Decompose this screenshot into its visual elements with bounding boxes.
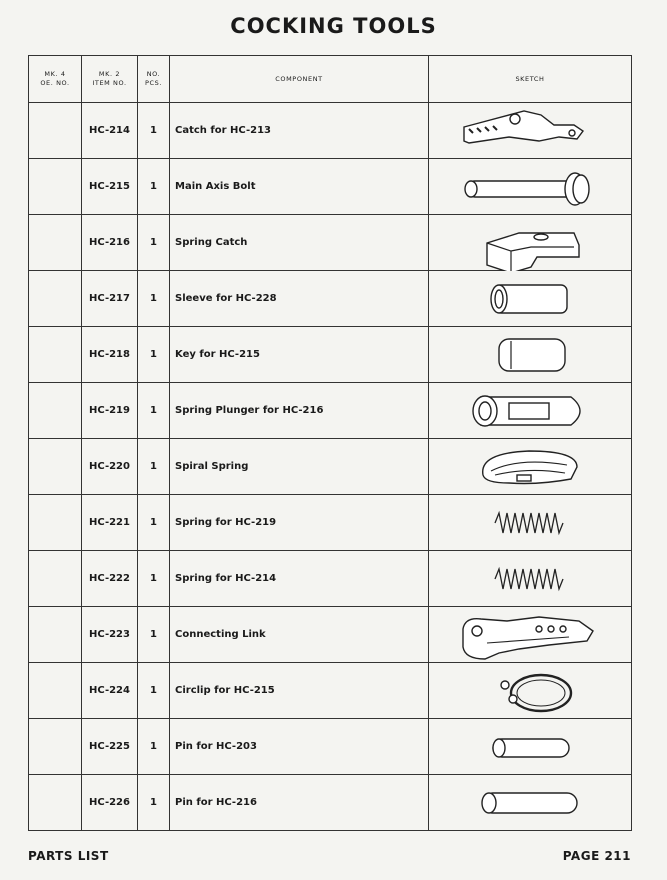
component-cell: Spring Plunger for HC-216 <box>170 383 429 439</box>
component-cell: Sleeve for HC-228 <box>170 271 429 327</box>
item-no-cell: HC-225 <box>82 719 138 775</box>
key-sketch-icon <box>429 327 632 383</box>
sketch-cell <box>429 439 632 495</box>
item-no-cell: HC-226 <box>82 775 138 831</box>
oe-no-cell <box>29 663 82 719</box>
pcs-cell: 1 <box>138 159 170 215</box>
item-no-cell: HC-219 <box>82 383 138 439</box>
component-cell: Catch for HC-213 <box>170 103 429 159</box>
sketch-cell <box>429 103 632 159</box>
pin-long-sketch-icon <box>429 775 632 831</box>
footer-parts-list: PARTS LIST <box>28 849 109 863</box>
table-row <box>29 439 632 495</box>
sketch-cell <box>429 607 632 663</box>
oe-no-cell <box>29 215 82 271</box>
link-sketch-icon <box>429 607 632 663</box>
sketch-cell <box>429 327 632 383</box>
sketch-cell <box>429 215 632 271</box>
table-row <box>29 551 632 607</box>
page-title: COCKING TOOLS <box>230 14 437 38</box>
sketch-cell <box>429 775 632 831</box>
item-no-cell: HC-218 <box>82 327 138 383</box>
sketch-cell <box>429 159 632 215</box>
sketch-cell <box>429 271 632 327</box>
component-cell: Spiral Spring <box>170 439 429 495</box>
sketch-cell <box>429 719 632 775</box>
table-row <box>29 327 632 383</box>
spiral-spring-sketch-icon <box>429 439 632 495</box>
sleeve-sketch-icon <box>429 271 632 327</box>
plunger-sketch-icon <box>429 383 632 439</box>
component-cell: Connecting Link <box>170 607 429 663</box>
spring-catch-sketch-icon <box>429 215 632 271</box>
oe-no-cell <box>29 271 82 327</box>
table-row <box>29 215 632 271</box>
pcs-cell: 1 <box>138 383 170 439</box>
table-row <box>29 271 632 327</box>
pcs-cell: 1 <box>138 103 170 159</box>
sketch-cell <box>429 495 632 551</box>
item-no-cell: HC-216 <box>82 215 138 271</box>
table-row <box>29 103 632 159</box>
header-pcs: NO. PCS. <box>138 56 170 103</box>
circlip-sketch-icon <box>429 663 632 719</box>
item-no-cell: HC-224 <box>82 663 138 719</box>
item-no-cell: HC-215 <box>82 159 138 215</box>
header-oe-no: MK. 4 OE. NO. <box>29 56 82 103</box>
component-cell: Main Axis Bolt <box>170 159 429 215</box>
oe-no-cell <box>29 495 82 551</box>
pcs-cell: 1 <box>138 215 170 271</box>
header-sketch: SKETCH <box>429 56 632 103</box>
sketch-cell <box>429 551 632 607</box>
component-cell: Spring for HC-219 <box>170 495 429 551</box>
component-cell: Key for HC-215 <box>170 327 429 383</box>
parts-table <box>28 55 632 831</box>
pcs-cell: 1 <box>138 439 170 495</box>
oe-no-cell <box>29 719 82 775</box>
oe-no-cell <box>29 551 82 607</box>
pcs-cell: 1 <box>138 775 170 831</box>
footer-page-number: PAGE 211 <box>562 849 631 863</box>
oe-no-cell <box>29 159 82 215</box>
header-component: COMPONENT <box>170 56 429 103</box>
oe-no-cell <box>29 607 82 663</box>
header-row <box>29 56 632 103</box>
component-cell: Circlip for HC-215 <box>170 663 429 719</box>
header-item-no: MK. 2 ITEM NO. <box>82 56 138 103</box>
bolt-sketch-icon <box>429 159 632 215</box>
pcs-cell: 1 <box>138 327 170 383</box>
component-cell: Spring for HC-214 <box>170 551 429 607</box>
table-row <box>29 495 632 551</box>
oe-no-cell <box>29 327 82 383</box>
pcs-cell: 1 <box>138 719 170 775</box>
table-row <box>29 775 632 831</box>
oe-no-cell <box>29 439 82 495</box>
item-no-cell: HC-221 <box>82 495 138 551</box>
sketch-cell <box>429 663 632 719</box>
item-no-cell: HC-214 <box>82 103 138 159</box>
item-no-cell: HC-223 <box>82 607 138 663</box>
component-cell: Spring Catch <box>170 215 429 271</box>
item-no-cell: HC-217 <box>82 271 138 327</box>
component-cell: Pin for HC-203 <box>170 719 429 775</box>
oe-no-cell <box>29 383 82 439</box>
table-row <box>29 607 632 663</box>
pin-short-sketch-icon <box>429 719 632 775</box>
coil-spring-sketch-icon <box>429 551 632 607</box>
item-no-cell: HC-222 <box>82 551 138 607</box>
item-no-cell: HC-220 <box>82 439 138 495</box>
component-cell: Pin for HC-216 <box>170 775 429 831</box>
table-row <box>29 663 632 719</box>
pcs-cell: 1 <box>138 551 170 607</box>
pcs-cell: 1 <box>138 663 170 719</box>
oe-no-cell <box>29 103 82 159</box>
oe-no-cell <box>29 775 82 831</box>
pcs-cell: 1 <box>138 271 170 327</box>
sketch-cell <box>429 383 632 439</box>
coil-spring-sketch-icon <box>429 495 632 551</box>
table-row <box>29 383 632 439</box>
table-row <box>29 159 632 215</box>
pcs-cell: 1 <box>138 495 170 551</box>
pcs-cell: 1 <box>138 607 170 663</box>
catch-sketch-icon <box>429 103 632 159</box>
table-row <box>29 719 632 775</box>
